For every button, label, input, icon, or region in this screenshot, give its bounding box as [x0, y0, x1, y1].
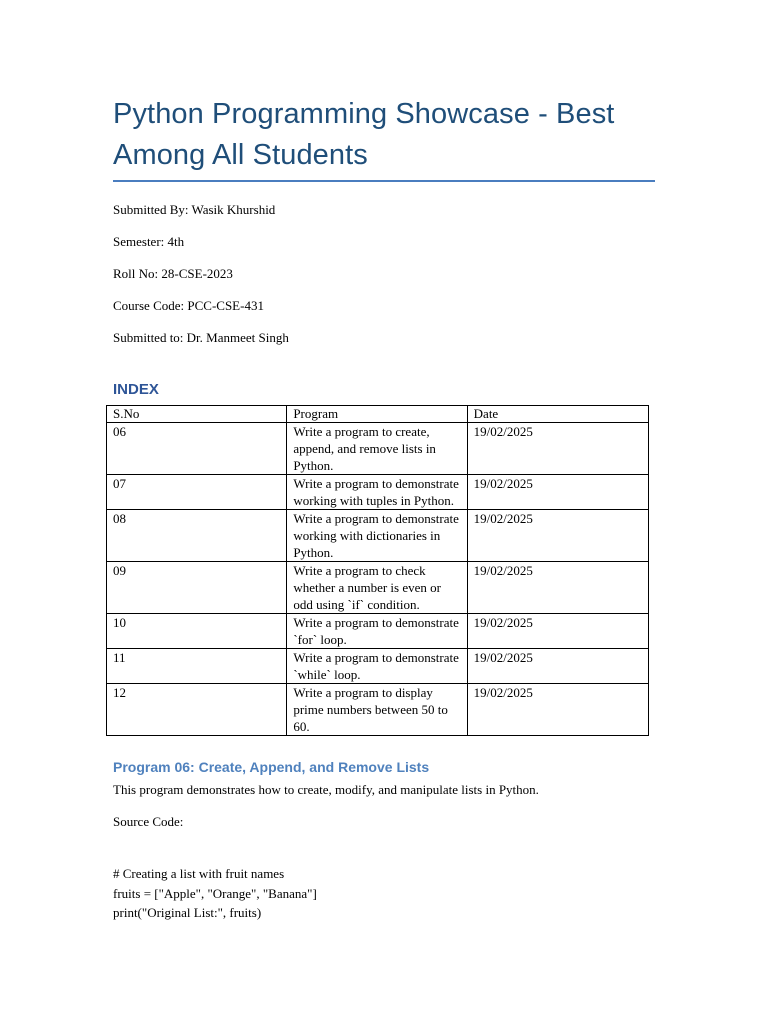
column-header-sno: S.No: [107, 406, 287, 423]
program-06-heading: Program 06: Create, Append, and Remove Lists: [113, 759, 430, 775]
cell-sno: 10: [107, 614, 287, 649]
cell-program: Write a program to demonstrate working with dictionaries in Python.: [287, 510, 467, 562]
index-heading: INDEX: [113, 381, 159, 398]
table-row: [107, 684, 649, 736]
title-underline: [113, 180, 655, 182]
cell-program: Write a program to check whether a number is even or odd using `if` condition.: [287, 562, 467, 614]
cell-sno: 06: [107, 423, 287, 475]
submitted-by: Submitted By: Wasik Khurshid: [113, 202, 276, 217]
cell-program: Write a program to demonstrate working with tuples in Python.: [287, 475, 467, 510]
table-row: [107, 510, 649, 562]
index-header-row: [107, 406, 649, 423]
cell-program: Write a program to display prime numbers between 50 to 60.: [287, 684, 467, 736]
cell-program: Write a program to create, append, and remove lists in Python.: [287, 423, 467, 475]
table-row: [107, 423, 649, 475]
table-row: [107, 562, 649, 614]
cell-date: 19/02/2025: [467, 510, 648, 562]
cell-date: 19/02/2025: [467, 684, 648, 736]
cell-date: 19/02/2025: [467, 614, 648, 649]
code-line: fruits = ["Apple", "Orange", "Banana"]: [113, 885, 317, 901]
course-code: Course Code: PCC-CSE-431: [113, 298, 264, 313]
roll-number: Roll No: 28-CSE-2023: [113, 266, 233, 281]
cell-sno: 12: [107, 684, 287, 736]
cell-date: 19/02/2025: [467, 423, 648, 475]
cell-sno: 08: [107, 510, 287, 562]
semester: Semester: 4th: [113, 234, 185, 249]
code-line: # Creating a list with fruit names: [113, 866, 285, 881]
column-header-date: Date: [467, 406, 648, 423]
column-header-program: Program: [287, 406, 467, 423]
cell-sno: 09: [107, 562, 287, 614]
cell-date: 19/02/2025: [467, 562, 648, 614]
source-code-label: Source Code:: [113, 814, 184, 829]
index-table: [106, 405, 649, 736]
submitted-to: Submitted to: Dr. Manmeet Singh: [113, 330, 289, 345]
program-06-description: This program demonstrates how to create, modify, and manipulate lists in Python.: [113, 782, 539, 797]
cell-date: 19/02/2025: [467, 475, 648, 510]
document-title: Python Programming Showcase - Best Among All Students: [113, 98, 615, 171]
cell-program: Write a program to demonstrate `for` loop.: [287, 614, 467, 649]
table-row: [107, 614, 649, 649]
cell-sno: 07: [107, 475, 287, 510]
code-block: [113, 864, 317, 923]
cell-program: Write a program to demonstrate `while` loop.: [287, 649, 467, 684]
table-row: [107, 475, 649, 510]
cell-sno: 11: [107, 649, 287, 684]
cell-date: 19/02/2025: [467, 649, 648, 684]
code-line: print("Original List:", fruits): [113, 905, 262, 920]
table-row: [107, 649, 649, 684]
